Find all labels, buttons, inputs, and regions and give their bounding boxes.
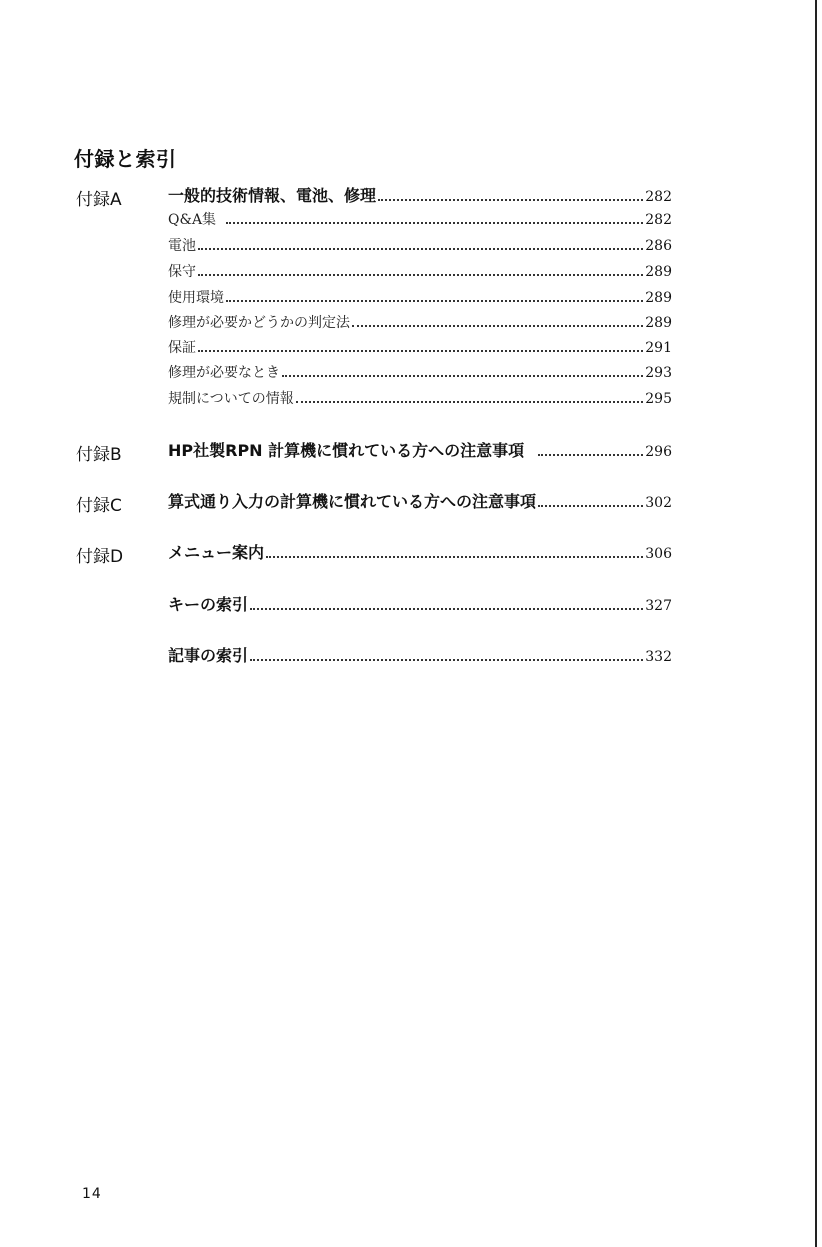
toc-entry-page: 293 [645, 365, 672, 381]
appendix-b-label: 付録B [76, 445, 122, 465]
toc-entry-title: 使用環境 [168, 290, 224, 306]
appendix-c-label: 付録C [76, 496, 122, 516]
toc-entry-appendix-b[interactable] [168, 438, 672, 461]
toc-entry-battery[interactable] [168, 235, 672, 255]
leader-dots [198, 350, 643, 352]
toc-entry-title: 保守 [168, 264, 196, 280]
leader-dots [198, 274, 643, 276]
toc-entry-page: 282 [645, 189, 672, 205]
leader-dots [250, 608, 643, 610]
toc-entry-page: 302 [645, 495, 672, 511]
toc-entry-title: 保証 [168, 340, 196, 356]
leader-dots [352, 325, 643, 327]
toc-entry-title: キーの索引 [168, 595, 249, 614]
toc-entry-page: 289 [645, 315, 672, 331]
toc-entry-repair-check[interactable] [168, 312, 672, 332]
page-edge-line [815, 0, 817, 1247]
page-number: 14 [82, 1186, 102, 1202]
appendix-d-label: 付録D [76, 547, 124, 567]
toc-entry-title: Q&A集 [168, 212, 217, 228]
leader-dots [538, 505, 643, 507]
toc-entry-title: 電池 [168, 238, 196, 254]
appendix-a-label: 付録A [76, 190, 122, 210]
toc-entry-warranty[interactable] [168, 337, 672, 357]
toc-entry-page: 291 [645, 340, 672, 356]
toc-entry-title: 記事の索引 [168, 646, 249, 665]
leader-dots [282, 375, 643, 377]
toc-entry-environment[interactable] [168, 287, 672, 307]
toc-entry-page: 332 [645, 649, 672, 665]
toc-entry-subject-index[interactable] [168, 643, 672, 666]
toc-entry-title: HP社製RPN 計算機に慣れている方への注意事項 [168, 441, 525, 460]
toc-entry-appendix-d[interactable] [168, 540, 672, 563]
toc-entry-page: 289 [645, 264, 672, 280]
toc-entry-appendix-a[interactable] [168, 183, 672, 206]
toc-entry-title: 規制についての情報 [168, 391, 294, 407]
toc-entry-appendix-c[interactable] [168, 489, 672, 512]
toc-entry-qa[interactable] [168, 209, 672, 229]
section-title: 付録と索引 [74, 147, 177, 171]
toc-entry-page: 295 [645, 391, 672, 407]
toc-entry-page: 289 [645, 290, 672, 306]
toc-entry-page: 282 [645, 212, 672, 228]
toc-entry-repair-service[interactable] [168, 362, 672, 382]
leader-dots [226, 300, 643, 302]
toc-entry-key-index[interactable] [168, 592, 672, 615]
leader-dots [538, 454, 643, 456]
leader-dots [198, 248, 643, 250]
leader-dots [226, 222, 643, 224]
leader-dots [378, 199, 643, 201]
toc-entry-title: 一般的技術情報、電池、修理 [168, 186, 377, 205]
toc-entry-page: 327 [645, 598, 672, 614]
toc-entry-title: メニュー案内 [168, 543, 265, 562]
toc-entry-title: 修理が必要なとき [168, 365, 280, 381]
leader-dots [250, 659, 643, 661]
leader-dots [296, 401, 644, 403]
toc-entry-page: 306 [645, 546, 672, 562]
leader-dots [266, 556, 643, 558]
toc-entry-title: 修理が必要かどうかの判定法 [168, 315, 350, 331]
toc-entry-page: 286 [645, 238, 672, 254]
toc-entry-regulatory[interactable] [168, 388, 672, 408]
toc-entry-maintenance[interactable] [168, 261, 672, 281]
toc-entry-page: 296 [645, 444, 672, 460]
toc-entry-title: 算式通り入力の計算機に慣れている方への注意事項 [168, 492, 537, 511]
